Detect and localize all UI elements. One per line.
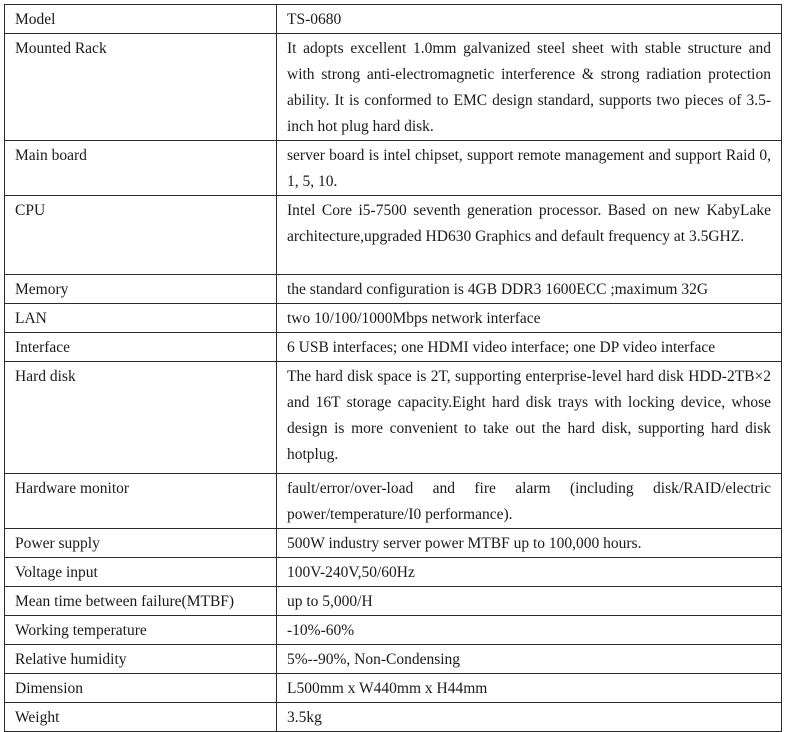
spec-value-voltage-input: 100V-240V,50/60Hz: [277, 558, 782, 587]
table-row: [5, 474, 782, 529]
table-row: [5, 645, 782, 674]
table-row: [5, 196, 782, 275]
table-row: [5, 333, 782, 362]
spec-value-main-board: server board is intel chipset, support remote management and support Raid 0, 1, 5, 10.: [277, 141, 782, 196]
table-row: [5, 141, 782, 196]
spec-value-mtbf: up to 5,000/H: [277, 587, 782, 616]
spec-value-working-temperature: -10%-60%: [277, 616, 782, 645]
spec-value-relative-humidity: 5%--90%, Non-Condensing: [277, 645, 782, 674]
spec-label-working-temperature: Working temperature: [5, 616, 277, 645]
spec-value-hard-disk: The hard disk space is 2T, supporting enterprise-level hard disk HDD-2TB×2 and 16T storage capacity.Eight hard disk trays with locking device, whose design is more convenient to take out the hard disk, supporting hard disk hotplug.: [277, 362, 782, 474]
spec-value-dimension: L500mm x W440mm x H44mm: [277, 674, 782, 703]
spec-label-lan: LAN: [5, 304, 277, 333]
table-row: [5, 558, 782, 587]
spec-label-mtbf: Mean time between failure(MTBF): [5, 587, 277, 616]
table-row: [5, 34, 782, 141]
spec-value-model: TS-0680: [277, 5, 782, 34]
table-row: [5, 304, 782, 333]
table-row: [5, 362, 782, 474]
spec-label-dimension: Dimension: [5, 674, 277, 703]
spec-label-voltage-input: Voltage input: [5, 558, 277, 587]
table-row: [5, 275, 782, 304]
spec-label-cpu: CPU: [5, 196, 277, 275]
spec-label-hard-disk: Hard disk: [5, 362, 277, 474]
table-row: [5, 616, 782, 645]
spec-label-power-supply: Power supply: [5, 529, 277, 558]
spec-value-mounted-rack: It adopts excellent 1.0mm galvanized steel sheet with stable structure and with strong anti-electromagnetic interference & strong radiation protection ability. It is conformed to EMC design standard, supports two pieces of 3.5-inch hot plug hard disk.: [277, 34, 782, 141]
table-row: [5, 703, 782, 732]
spec-label-memory: Memory: [5, 275, 277, 304]
spec-label-weight: Weight: [5, 703, 277, 732]
spec-value-power-supply: 500W industry server power MTBF up to 100,000 hours.: [277, 529, 782, 558]
spec-label-hardware-monitor: Hardware monitor: [5, 474, 277, 529]
spec-value-weight: 3.5kg: [277, 703, 782, 732]
spec-value-interface: 6 USB interfaces; one HDMI video interface; one DP video interface: [277, 333, 782, 362]
spec-value-memory: the standard configuration is 4GB DDR3 1600ECC ;maximum 32G: [277, 275, 782, 304]
spec-table: [4, 4, 782, 732]
spec-label-mounted-rack: Mounted Rack: [5, 34, 277, 141]
table-row: [5, 587, 782, 616]
spec-label-main-board: Main board: [5, 141, 277, 196]
spec-table-body: [5, 5, 782, 732]
spec-label-model: Model: [5, 5, 277, 34]
table-row: [5, 674, 782, 703]
spec-label-interface: Interface: [5, 333, 277, 362]
spec-value-lan: two 10/100/1000Mbps network interface: [277, 304, 782, 333]
table-row: [5, 529, 782, 558]
table-row: [5, 5, 782, 34]
spec-value-cpu: Intel Core i5-7500 seventh generation processor. Based on new KabyLake architecture,upgraded HD630 Graphics and default frequency at 3.5GHZ.: [277, 196, 782, 275]
spec-label-relative-humidity: Relative humidity: [5, 645, 277, 674]
spec-value-hardware-monitor: fault/error/over-load and fire alarm (including disk/RAID/electric power/temperature/I0 performance).: [277, 474, 782, 529]
